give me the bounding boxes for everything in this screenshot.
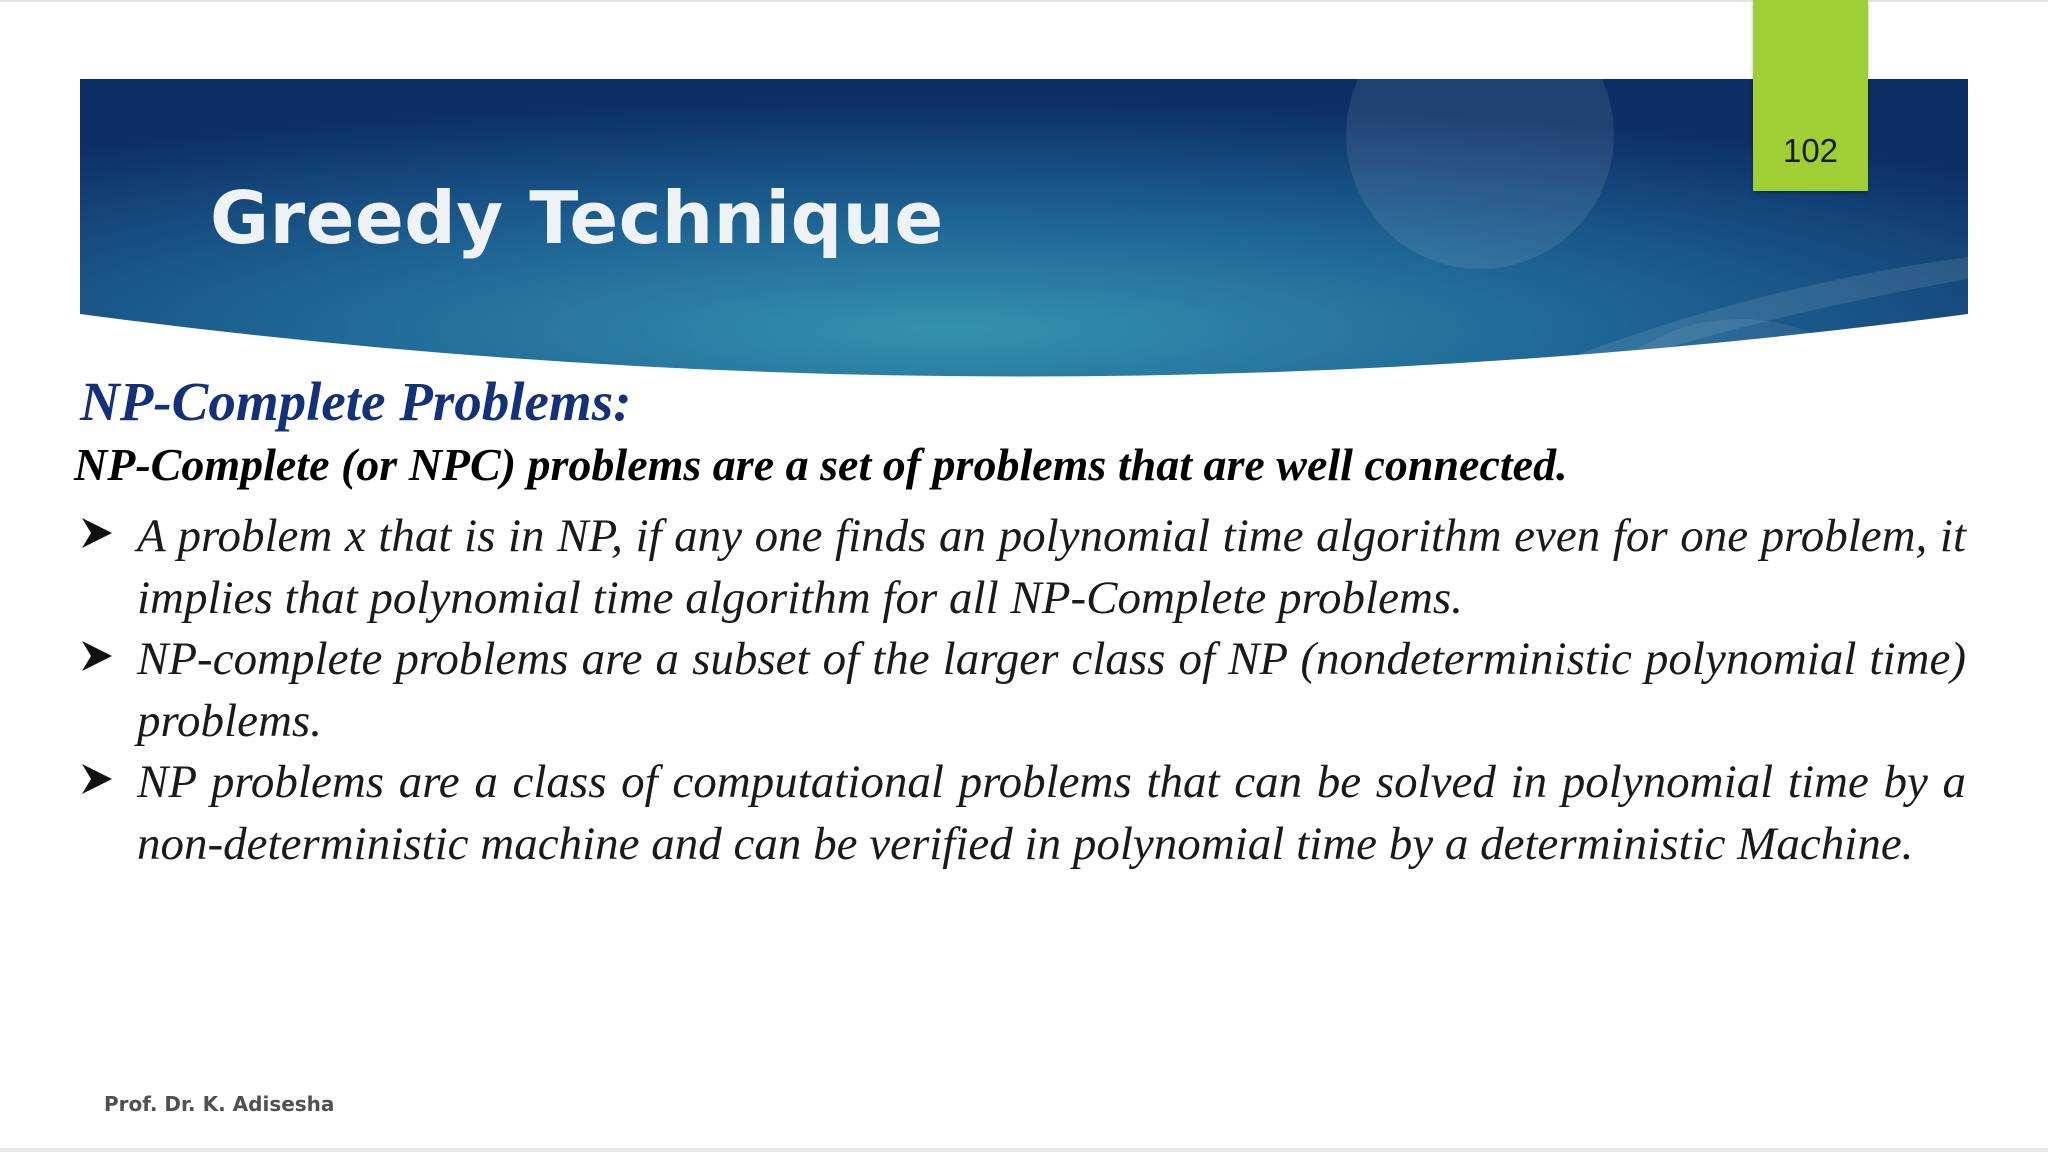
arrowhead-bullet-icon <box>80 762 114 796</box>
bottom-border <box>0 1148 2048 1152</box>
page-number: 102 <box>1782 132 1839 169</box>
bullet-item <box>74 752 1966 875</box>
bullet-text: NP problems are a class of computational problems that can be solved in polynomial time by a non-deterministic machine and can be verified in polynomial time by a deterministic Machine. <box>137 756 1966 870</box>
section-heading: NP-Complete Problems: <box>80 371 632 432</box>
bullet-item <box>74 629 1966 752</box>
intro-statement: NP-Complete (or NPC) problems are a set of problems that are well connected. <box>74 439 1568 490</box>
footer-author: Prof. Dr. K. Adisesha <box>104 1092 335 1116</box>
slide-title: Greedy Technique <box>210 176 944 260</box>
bullet-item <box>74 506 1966 629</box>
arrowhead-bullet-icon <box>80 516 114 550</box>
bullet-text: NP-complete problems are a subset of the larger class of NP (nondeterministic polynomial time) problems. <box>137 633 1966 747</box>
bullet-list <box>74 506 1966 875</box>
arrowhead-bullet-icon <box>80 639 114 673</box>
bullet-text: A problem x that is in NP, if any one finds an polynomial time algorithm even for one problem, it implies that polynomial time algorithm for all NP-Complete problems. <box>137 510 1966 624</box>
top-border <box>0 0 2048 2</box>
page-number-tab <box>1753 0 1868 191</box>
